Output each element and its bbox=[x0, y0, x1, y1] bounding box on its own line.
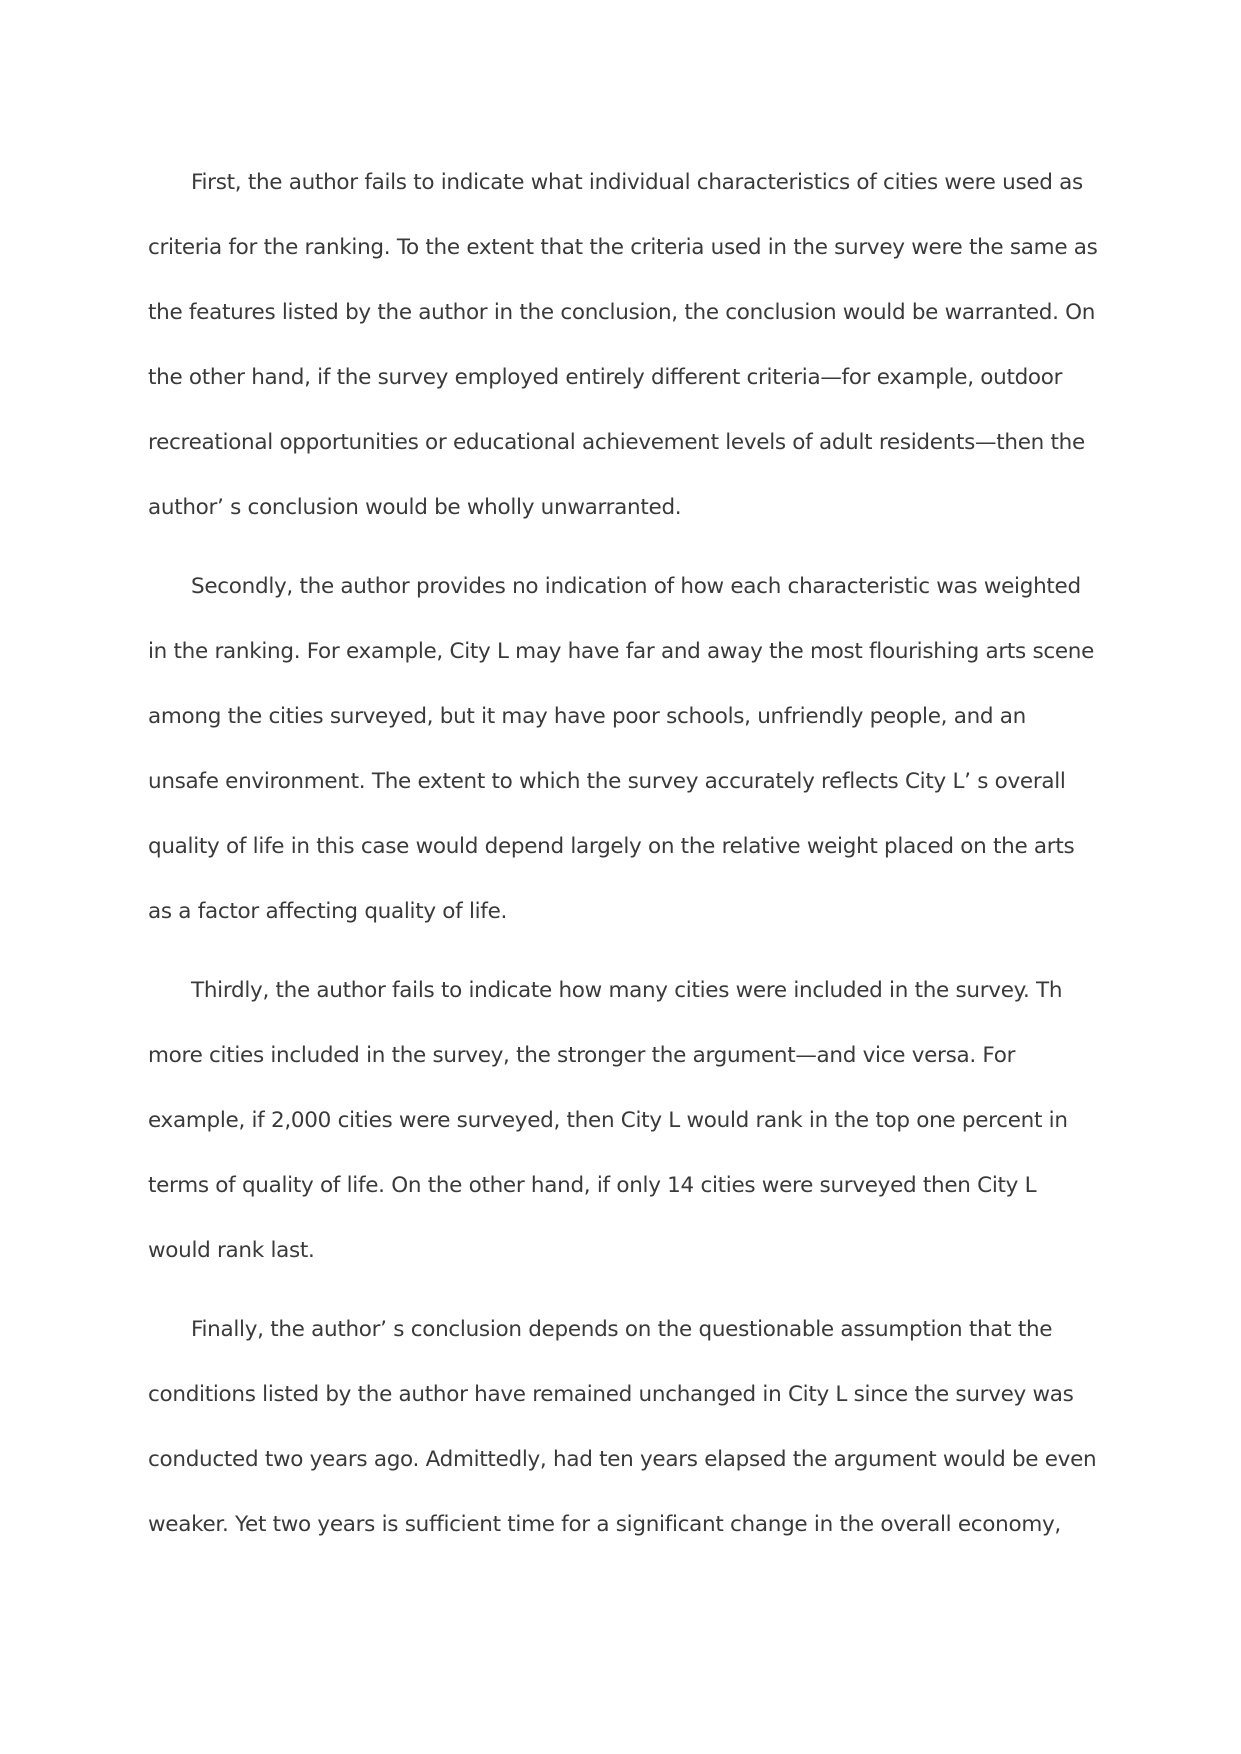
text-line: quality of life in this case would depend largely on the relative weight placed on the arts bbox=[148, 834, 1075, 859]
essay-body bbox=[148, 150, 1108, 1571]
text-line: terms of quality of life. On the other hand, if only 14 cities were surveyed then City L bbox=[148, 1173, 1037, 1198]
text-line: the other hand, if the survey employed entirely different criteria—for example, outdoor bbox=[148, 365, 1063, 390]
text-line: would rank last. bbox=[148, 1238, 315, 1263]
text-line: recreational opportunities or educational achievement levels of adult residents—then the bbox=[148, 430, 1085, 455]
paragraph-3 bbox=[148, 958, 1108, 1283]
text-line: unsafe environment. The extent to which the survey accurately reflects City L’ s overall bbox=[148, 769, 1066, 794]
text-line: Secondly, the author provides no indication of how each characteristic was weighted bbox=[191, 574, 1081, 599]
paragraph-1 bbox=[148, 150, 1108, 540]
paragraph-2 bbox=[148, 554, 1108, 944]
text-line: First, the author fails to indicate what individual characteristics of cities were used as bbox=[191, 170, 1083, 195]
text-line: as a factor affecting quality of life. bbox=[148, 899, 508, 924]
text-line: example, if 2,000 cities were surveyed, then City L would rank in the top one percent in bbox=[148, 1108, 1068, 1133]
paragraph-4 bbox=[148, 1297, 1108, 1557]
text-line: conditions listed by the author have remained unchanged in City L since the survey was bbox=[148, 1382, 1074, 1407]
text-line: more cities included in the survey, the stronger the argument—and vice versa. For bbox=[148, 1043, 1016, 1068]
text-line: among the cities surveyed, but it may have poor schools, unfriendly people, and an bbox=[148, 704, 1027, 729]
text-line: weaker. Yet two years is sufficient time for a significant change in the overall economy, bbox=[148, 1512, 1061, 1537]
text-line: Finally, the author’ s conclusion depends on the questionable assumption that the bbox=[191, 1317, 1053, 1342]
text-line: Thirdly, the author fails to indicate how many cities were included in the survey. Th bbox=[191, 978, 1063, 1003]
text-line: criteria for the ranking. To the extent that the criteria used in the survey were the same as bbox=[148, 235, 1098, 260]
text-line: the features listed by the author in the conclusion, the conclusion would be warranted. On bbox=[148, 300, 1096, 325]
text-line: author’ s conclusion would be wholly unwarranted. bbox=[148, 495, 682, 520]
text-line: conducted two years ago. Admittedly, had ten years elapsed the argument would be even bbox=[148, 1447, 1097, 1472]
text-line: in the ranking. For example, City L may have far and away the most flourishing arts scene bbox=[148, 639, 1095, 664]
